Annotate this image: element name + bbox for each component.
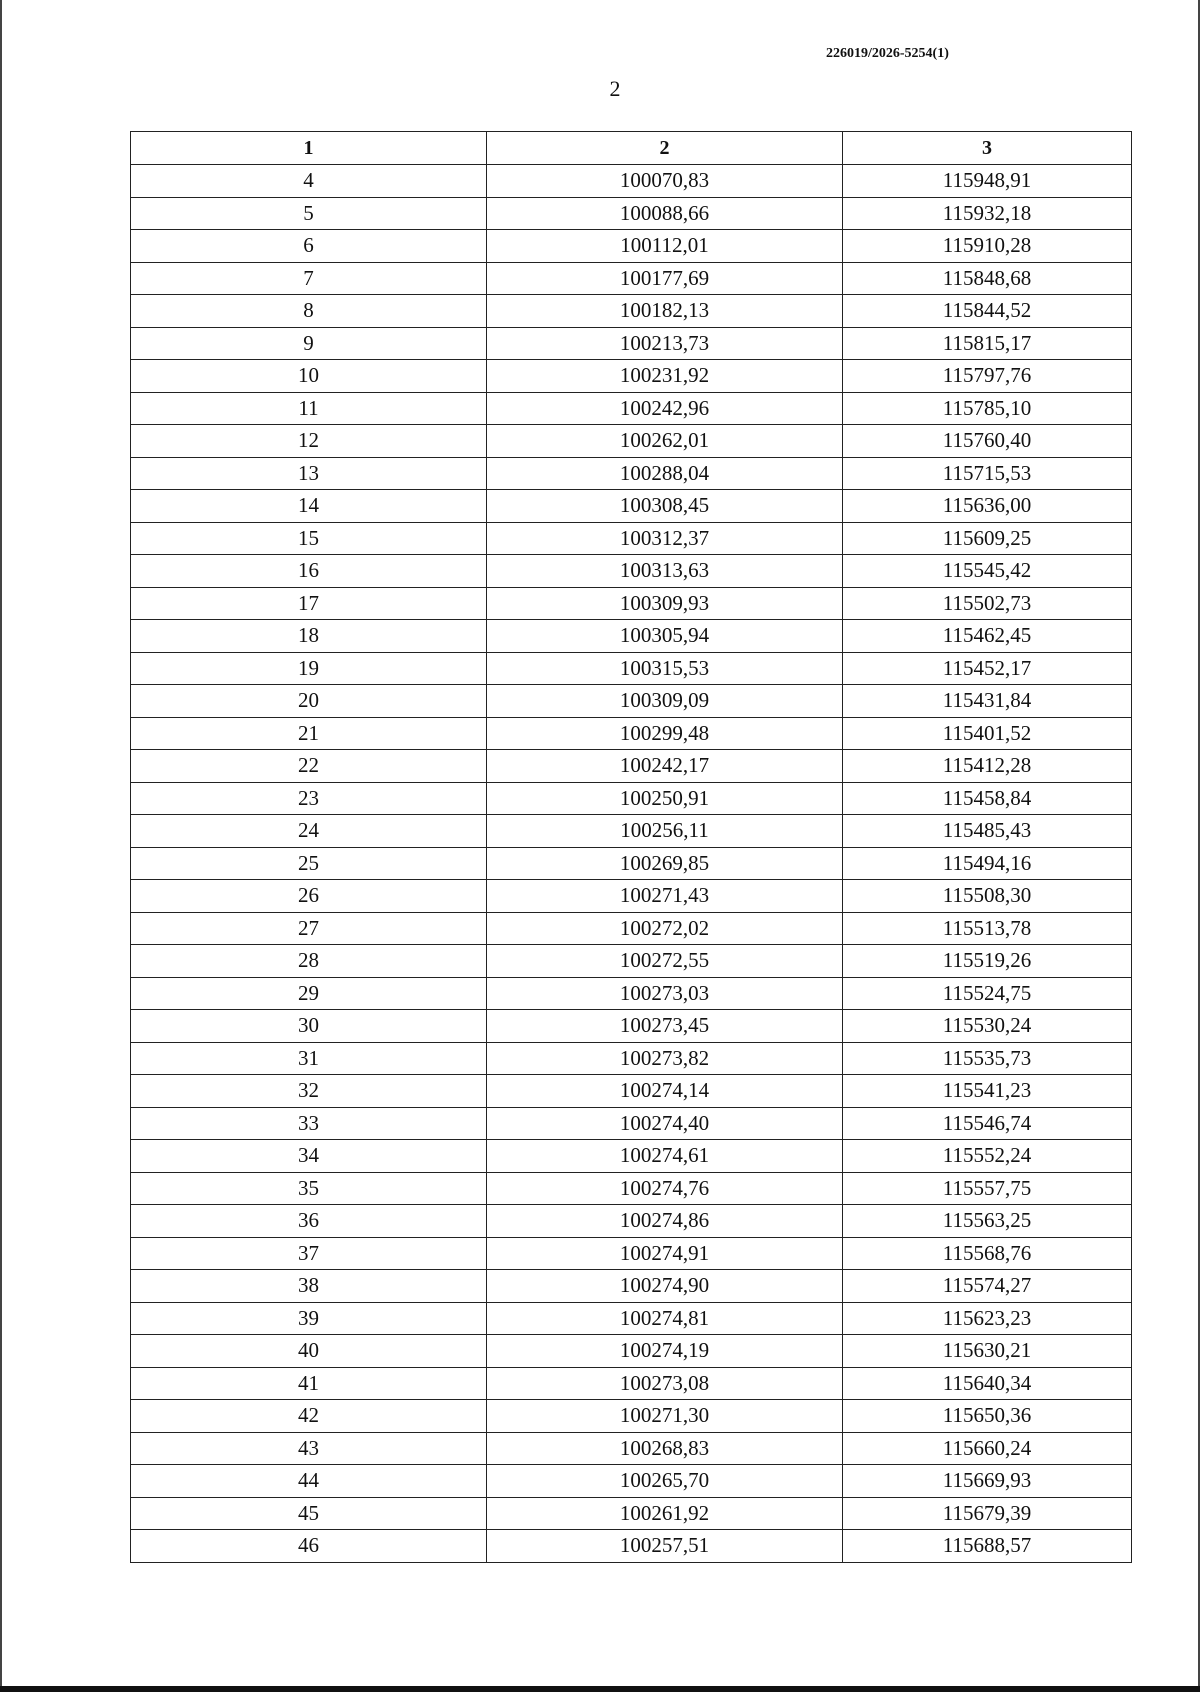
table-row <box>131 1465 1132 1498</box>
table-cell-col-2: 100315,53 <box>487 652 843 685</box>
table-cell-col-2: 100112,01 <box>487 230 843 263</box>
table-row <box>131 1107 1132 1140</box>
table-row <box>131 425 1132 458</box>
table-cell-col-3: 115650,36 <box>843 1400 1132 1433</box>
table-cell-col-2: 100273,45 <box>487 1010 843 1043</box>
table-cell-col-2: 100262,01 <box>487 425 843 458</box>
table-cell-col-2: 100274,40 <box>487 1107 843 1140</box>
table-cell-col-1: 41 <box>131 1367 487 1400</box>
table-row <box>131 1075 1132 1108</box>
table-cell-col-2: 100312,37 <box>487 522 843 555</box>
table-cell-col-3: 115462,45 <box>843 620 1132 653</box>
table-cell-col-2: 100242,96 <box>487 392 843 425</box>
table-cell-col-1: 37 <box>131 1237 487 1270</box>
table-body <box>131 165 1132 1563</box>
table-cell-col-1: 25 <box>131 847 487 880</box>
table-cell-col-3: 115552,24 <box>843 1140 1132 1173</box>
scan-left-edge <box>0 0 2 1692</box>
table-cell-col-1: 12 <box>131 425 487 458</box>
table-cell-col-1: 35 <box>131 1172 487 1205</box>
table-row <box>131 165 1132 198</box>
table-cell-col-2: 100213,73 <box>487 327 843 360</box>
table-cell-col-3: 115932,18 <box>843 197 1132 230</box>
table-cell-col-3: 115546,74 <box>843 1107 1132 1140</box>
table-cell-col-3: 115568,76 <box>843 1237 1132 1270</box>
table-row <box>131 717 1132 750</box>
table-cell-col-2: 100256,11 <box>487 815 843 848</box>
table-row <box>131 197 1132 230</box>
table-cell-col-2: 100288,04 <box>487 457 843 490</box>
table-cell-col-1: 34 <box>131 1140 487 1173</box>
table-cell-col-2: 100271,43 <box>487 880 843 913</box>
table-row <box>131 555 1132 588</box>
table-cell-col-1: 13 <box>131 457 487 490</box>
table-cell-col-3: 115630,21 <box>843 1335 1132 1368</box>
table-cell-col-3: 115508,30 <box>843 880 1132 913</box>
table-cell-col-3: 115494,16 <box>843 847 1132 880</box>
table-cell-col-1: 42 <box>131 1400 487 1433</box>
table-row <box>131 815 1132 848</box>
table-cell-col-2: 100242,17 <box>487 750 843 783</box>
table-cell-col-1: 14 <box>131 490 487 523</box>
table-cell-col-3: 115848,68 <box>843 262 1132 295</box>
table-cell-col-3: 115557,75 <box>843 1172 1132 1205</box>
table-row <box>131 1530 1132 1563</box>
table-cell-col-2: 100177,69 <box>487 262 843 295</box>
table-cell-col-1: 46 <box>131 1530 487 1563</box>
table-cell-col-1: 24 <box>131 815 487 848</box>
table-cell-col-3: 115524,75 <box>843 977 1132 1010</box>
table-row <box>131 1335 1132 1368</box>
table-cell-col-1: 9 <box>131 327 487 360</box>
table-row <box>131 295 1132 328</box>
table-cell-col-3: 115815,17 <box>843 327 1132 360</box>
table-cell-col-1: 21 <box>131 717 487 750</box>
table-row <box>131 1497 1132 1530</box>
table-row <box>131 652 1132 685</box>
table-cell-col-1: 17 <box>131 587 487 620</box>
table-cell-col-1: 29 <box>131 977 487 1010</box>
page-number-container <box>0 76 1200 102</box>
table-cell-col-2: 100231,92 <box>487 360 843 393</box>
table-cell-col-1: 7 <box>131 262 487 295</box>
table-cell-col-3: 115431,84 <box>843 685 1132 718</box>
table-cell-col-1: 39 <box>131 1302 487 1335</box>
table-cell-col-3: 115760,40 <box>843 425 1132 458</box>
table-cell-col-3: 115513,78 <box>843 912 1132 945</box>
table-cell-col-1: 43 <box>131 1432 487 1465</box>
table-cell-col-3: 115715,53 <box>843 457 1132 490</box>
table-cell-col-3: 115797,76 <box>843 360 1132 393</box>
table-row <box>131 1010 1132 1043</box>
table-cell-col-2: 100313,63 <box>487 555 843 588</box>
table-row <box>131 522 1132 555</box>
table-cell-col-3: 115412,28 <box>843 750 1132 783</box>
table-cell-col-2: 100274,81 <box>487 1302 843 1335</box>
table-cell-col-1: 31 <box>131 1042 487 1075</box>
table-row <box>131 1302 1132 1335</box>
table-row <box>131 1367 1132 1400</box>
table-cell-col-1: 40 <box>131 1335 487 1368</box>
table-row <box>131 945 1132 978</box>
table-cell-col-1: 36 <box>131 1205 487 1238</box>
table-cell-col-3: 115574,27 <box>843 1270 1132 1303</box>
table-row <box>131 327 1132 360</box>
table-row <box>131 457 1132 490</box>
table-cell-col-3: 115688,57 <box>843 1530 1132 1563</box>
table-row <box>131 750 1132 783</box>
table-row <box>131 490 1132 523</box>
table-cell-col-3: 115458,84 <box>843 782 1132 815</box>
table-cell-col-1: 16 <box>131 555 487 588</box>
table-cell-col-2: 100265,70 <box>487 1465 843 1498</box>
table-cell-col-1: 15 <box>131 522 487 555</box>
column-header-1: 1 <box>131 132 487 165</box>
table-cell-col-1: 23 <box>131 782 487 815</box>
table-cell-col-2: 100250,91 <box>487 782 843 815</box>
table-cell-col-2: 100308,45 <box>487 490 843 523</box>
table-row <box>131 620 1132 653</box>
table-cell-col-3: 115948,91 <box>843 165 1132 198</box>
table-row <box>131 1400 1132 1433</box>
table-cell-col-2: 100269,85 <box>487 847 843 880</box>
table-row <box>131 880 1132 913</box>
table-cell-col-3: 115669,93 <box>843 1465 1132 1498</box>
page-number: 2 <box>609 76 621 101</box>
document-reference: 226019/2026-5254(1) <box>826 46 949 61</box>
table-cell-col-1: 19 <box>131 652 487 685</box>
table-row <box>131 587 1132 620</box>
table-cell-col-3: 115636,00 <box>843 490 1132 523</box>
table-cell-col-2: 100309,93 <box>487 587 843 620</box>
table-cell-col-2: 100070,83 <box>487 165 843 198</box>
table-cell-col-1: 26 <box>131 880 487 913</box>
table-cell-col-2: 100271,30 <box>487 1400 843 1433</box>
table-cell-col-1: 11 <box>131 392 487 425</box>
table-row <box>131 262 1132 295</box>
table-row <box>131 1237 1132 1270</box>
table-cell-col-2: 100274,19 <box>487 1335 843 1368</box>
table-cell-col-3: 115609,25 <box>843 522 1132 555</box>
table-cell-col-1: 4 <box>131 165 487 198</box>
table-cell-col-2: 100274,91 <box>487 1237 843 1270</box>
table-cell-col-2: 100257,51 <box>487 1530 843 1563</box>
coordinates-table <box>130 131 1132 1563</box>
table-row <box>131 977 1132 1010</box>
table-cell-col-2: 100182,13 <box>487 295 843 328</box>
table-cell-col-1: 32 <box>131 1075 487 1108</box>
table-row <box>131 360 1132 393</box>
table-cell-col-3: 115563,25 <box>843 1205 1132 1238</box>
table-cell-col-2: 100261,92 <box>487 1497 843 1530</box>
table-row <box>131 1270 1132 1303</box>
table-row <box>131 912 1132 945</box>
table-cell-col-1: 6 <box>131 230 487 263</box>
table-cell-col-2: 100274,61 <box>487 1140 843 1173</box>
table-cell-col-2: 100088,66 <box>487 197 843 230</box>
column-header-2: 2 <box>487 132 843 165</box>
table-row <box>131 1042 1132 1075</box>
table-cell-col-3: 115535,73 <box>843 1042 1132 1075</box>
table-cell-col-1: 28 <box>131 945 487 978</box>
table-cell-col-2: 100274,90 <box>487 1270 843 1303</box>
table-cell-col-3: 115519,26 <box>843 945 1132 978</box>
table-cell-col-2: 100272,02 <box>487 912 843 945</box>
table-cell-col-3: 115910,28 <box>843 230 1132 263</box>
table-cell-col-1: 27 <box>131 912 487 945</box>
table-header-row <box>131 132 1132 165</box>
table-cell-col-2: 100273,82 <box>487 1042 843 1075</box>
table-cell-col-2: 100299,48 <box>487 717 843 750</box>
column-header-3: 3 <box>843 132 1132 165</box>
table-cell-col-3: 115530,24 <box>843 1010 1132 1043</box>
table-cell-col-3: 115640,34 <box>843 1367 1132 1400</box>
table-row <box>131 782 1132 815</box>
table-cell-col-1: 33 <box>131 1107 487 1140</box>
table-cell-col-3: 115502,73 <box>843 587 1132 620</box>
table-cell-col-3: 115679,39 <box>843 1497 1132 1530</box>
table-cell-col-3: 115541,23 <box>843 1075 1132 1108</box>
table-row <box>131 230 1132 263</box>
table-cell-col-1: 8 <box>131 295 487 328</box>
table-cell-col-2: 100274,86 <box>487 1205 843 1238</box>
table-cell-col-3: 115660,24 <box>843 1432 1132 1465</box>
table-cell-col-1: 18 <box>131 620 487 653</box>
table-cell-col-1: 30 <box>131 1010 487 1043</box>
table-cell-col-2: 100272,55 <box>487 945 843 978</box>
table-cell-col-1: 20 <box>131 685 487 718</box>
table-cell-col-1: 22 <box>131 750 487 783</box>
scan-bottom-edge <box>0 1686 1200 1692</box>
table-row <box>131 847 1132 880</box>
table-row <box>131 392 1132 425</box>
table-cell-col-2: 100305,94 <box>487 620 843 653</box>
table-row <box>131 685 1132 718</box>
table-row <box>131 1205 1132 1238</box>
table-cell-col-1: 44 <box>131 1465 487 1498</box>
table-cell-col-3: 115485,43 <box>843 815 1132 848</box>
table-cell-col-2: 100274,76 <box>487 1172 843 1205</box>
table-cell-col-1: 38 <box>131 1270 487 1303</box>
table-cell-col-3: 115623,23 <box>843 1302 1132 1335</box>
table-row <box>131 1432 1132 1465</box>
table-cell-col-2: 100274,14 <box>487 1075 843 1108</box>
table-cell-col-3: 115785,10 <box>843 392 1132 425</box>
table-cell-col-1: 45 <box>131 1497 487 1530</box>
table-cell-col-3: 115401,52 <box>843 717 1132 750</box>
table-cell-col-1: 10 <box>131 360 487 393</box>
table-row <box>131 1140 1132 1173</box>
table-row <box>131 1172 1132 1205</box>
table-cell-col-2: 100309,09 <box>487 685 843 718</box>
table-cell-col-2: 100268,83 <box>487 1432 843 1465</box>
table-cell-col-2: 100273,03 <box>487 977 843 1010</box>
table-cell-col-3: 115452,17 <box>843 652 1132 685</box>
table-cell-col-3: 115844,52 <box>843 295 1132 328</box>
table-cell-col-1: 5 <box>131 197 487 230</box>
table-cell-col-2: 100273,08 <box>487 1367 843 1400</box>
table-cell-col-3: 115545,42 <box>843 555 1132 588</box>
